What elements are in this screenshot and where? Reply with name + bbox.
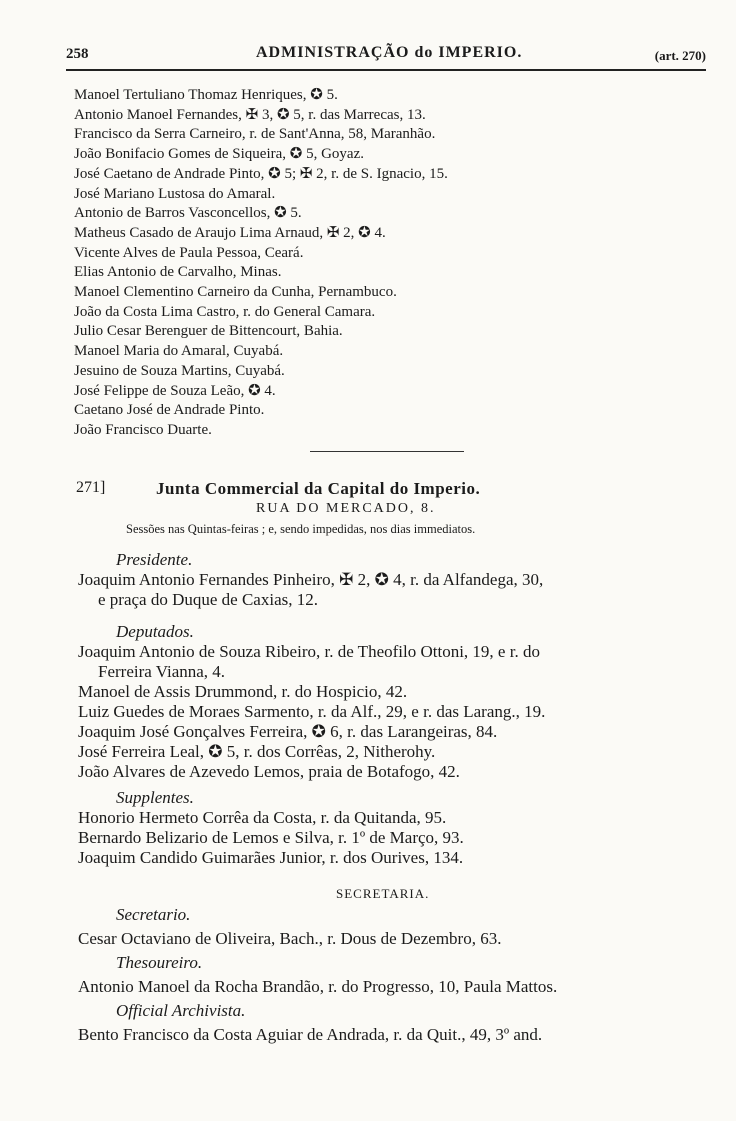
list-item: Matheus Casado de Araujo Lima Arnaud, ✠ 2, ✪ 4. <box>74 224 386 241</box>
list-item: João Francisco Duarte. <box>74 421 212 438</box>
deputado-line: Joaquim José Gonçalves Ferreira, ✪ 6, r. das Larangeiras, 84. <box>78 722 498 741</box>
list-item: Elias Antonio de Carvalho, Minas. <box>74 264 282 281</box>
list-item: José Mariano Lustosa do Amaral. <box>74 185 276 202</box>
list-item: Julio Cesar Berenguer de Bittencourt, Bahia. <box>74 323 343 340</box>
session-note: Sessões nas Quintas-feiras ; e, sendo impedidas, nos dias immediatos. <box>126 522 476 536</box>
supplentes-block <box>78 788 464 868</box>
presidente-label: Presidente. <box>116 550 193 569</box>
section-title: Junta Commercial da Capital do Imperio. <box>156 479 481 498</box>
page-header <box>66 44 706 68</box>
list-item: Francisco da Serra Carneiro, r. de Sant'Anna, 58, Maranhão. <box>74 126 436 143</box>
deputado-line: Luiz Guedes de Moraes Sarmento, r. da Alf., 29, e r. das Larang., 19. <box>78 702 546 721</box>
tesoureiro-line: Antonio Manoel da Rocha Brandão, r. do Progresso, 10, Paula Mattos. <box>78 977 558 996</box>
secretaria-heading: SECRETARIA. <box>336 886 430 901</box>
presidente-line: Joaquim Antonio Fernandes Pinheiro, ✠ 2, ✪ 4, r. da Alfandega, 30, <box>78 570 544 589</box>
deputado-line: Joaquim Antonio de Souza Ribeiro, r. de Theofilo Ottoni, 19, e r. do <box>78 642 540 661</box>
list-item: Manoel Maria do Amaral, Cuyabá. <box>74 343 284 360</box>
list-item: Manoel Clementino Carneiro da Cunha, Pernambuco. <box>74 284 397 301</box>
archivista-line: Bento Francisco da Costa Aguiar de Andrada, r. da Quit., 49, 3º and. <box>78 1025 543 1044</box>
list-item: Antonio Manoel Fernandes, ✠ 3, ✪ 5, r. das Marrecas, 13. <box>74 106 426 123</box>
deputados-label: Deputados. <box>116 622 194 641</box>
presidente-block <box>78 550 543 610</box>
supplente-line: Joaquim Candido Guimarães Junior, r. dos Ourives, 134. <box>78 848 464 867</box>
secretario-line: Cesar Octaviano de Oliveira, Bach., r. Dous de Dezembro, 63. <box>78 929 502 948</box>
list-item: João da Costa Lima Castro, r. do General Camara. <box>74 303 376 320</box>
list-item: Caetano José de Andrade Pinto. <box>74 402 265 419</box>
supplente-line: Bernardo Belizario de Lemos e Silva, r. 1º de Março, 93. <box>78 828 464 847</box>
section-number: 271] <box>76 479 106 496</box>
member-list <box>74 86 448 441</box>
deputado-line: Ferreira Vianna, 4. <box>98 662 226 681</box>
tesoureiro-label: Thesoureiro. <box>116 953 203 972</box>
list-item: José Felippe de Souza Leão, ✪ 4. <box>74 382 276 399</box>
supplentes-label: Supplentes. <box>116 788 194 807</box>
section-divider <box>310 451 464 452</box>
deputado-line: José Ferreira Leal, ✪ 5, r. dos Corrêas, 2, Nitherohy. <box>78 742 436 761</box>
deputado-line: João Alvares de Azevedo Lemos, praia de Botafogo, 42. <box>78 762 460 781</box>
secretaria-block <box>78 903 557 1047</box>
running-title: ADMINISTRAÇÃO do IMPERIO. <box>256 44 523 61</box>
section-address: RUA DO MERCADO, 8. <box>256 501 436 516</box>
header-rule <box>66 69 706 71</box>
article-reference: (art. 270) <box>654 48 706 63</box>
list-item: Jesuino de Souza Martins, Cuyabá. <box>74 362 285 379</box>
deputado-line: Manoel de Assis Drummond, r. do Hospicio, 42. <box>78 682 408 701</box>
secretario-label: Secretario. <box>116 905 191 924</box>
presidente-line: e praça do Duque de Caxias, 12. <box>98 590 318 609</box>
supplente-line: Honorio Hermeto Corrêa da Costa, r. da Quitanda, 95. <box>78 808 447 827</box>
list-item: Vicente Alves de Paula Pessoa, Ceará. <box>74 244 304 261</box>
list-item: José Caetano de Andrade Pinto, ✪ 5; ✠ 2, r. de S. Ignacio, 15. <box>74 165 448 182</box>
list-item: Antonio de Barros Vasconcellos, ✪ 5. <box>74 205 302 222</box>
list-item: Manoel Tertuliano Thomaz Henriques, ✪ 5. <box>74 87 338 103</box>
deputados-block <box>78 622 545 782</box>
list-item: João Bonifacio Gomes de Siqueira, ✪ 5, Goyaz. <box>74 146 365 163</box>
archivista-label: Official Archivista. <box>116 1001 246 1020</box>
page-number: 258 <box>66 46 89 62</box>
